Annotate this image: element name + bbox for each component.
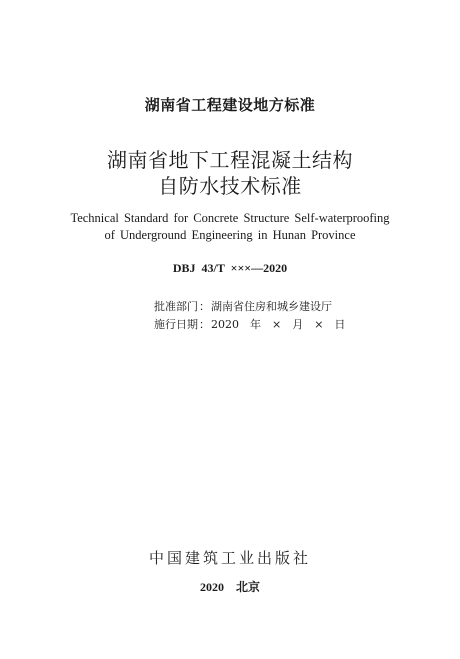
document-title-line-1: 湖南省地下工程混凝土结构	[107, 148, 353, 172]
approval-label: 批准部门	[154, 300, 198, 313]
english-title-line-2: of Underground Engineering in Hunan Province	[104, 228, 356, 242]
standard-code: DBJ 43/T ×××—2020	[172, 261, 288, 275]
effective-value: 2020 年 × 月 × 日	[211, 318, 346, 331]
colon-separator: ：	[199, 300, 210, 313]
approval-value: 湖南省住房和城乡建设厅	[211, 300, 332, 313]
document-title-line-2: 自防水技术标准	[158, 174, 302, 198]
effective-label: 施行日期	[154, 318, 198, 331]
series-title: 湖南省工程建设地方标准	[144, 96, 316, 114]
publisher-name: 中国建筑工业出版社	[148, 549, 311, 567]
english-title-line-1: Technical Standard for Concrete Structure Self-waterproofing	[70, 211, 390, 225]
publish-year-place: 2020 北京	[199, 580, 260, 594]
approval-department	[154, 298, 332, 314]
effective-date	[154, 316, 345, 332]
colon-separator: ：	[199, 318, 210, 331]
